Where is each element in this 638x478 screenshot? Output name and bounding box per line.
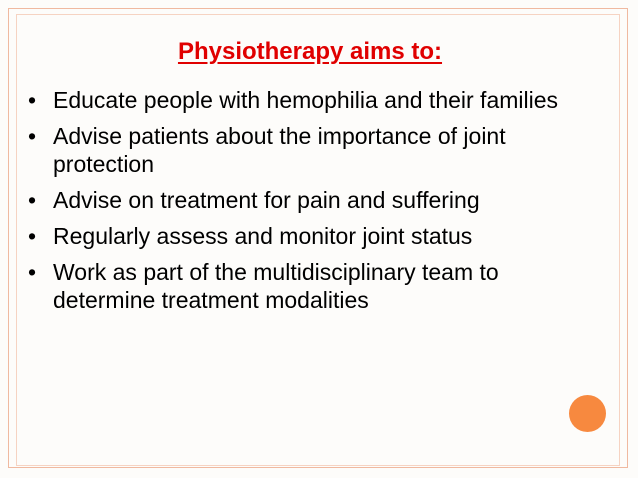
- bullet-icon: •: [28, 223, 37, 249]
- bullet-icon: •: [28, 259, 37, 285]
- bullet-icon: •: [28, 87, 37, 113]
- bullet-text: Work as part of the multidisciplinary team to determine treatment modalities: [53, 259, 499, 313]
- bullet-icon: •: [28, 123, 37, 149]
- bullet-item: [28, 186, 588, 214]
- bullet-item: [28, 122, 588, 178]
- bullet-text: Educate people with hemophilia and their families: [53, 87, 559, 113]
- orange-circle-icon: [569, 395, 606, 432]
- bullet-item: [28, 258, 588, 314]
- bullet-text: Regularly assess and monitor joint status: [53, 223, 473, 249]
- bullet-icon: •: [28, 187, 37, 213]
- bullet-list: [28, 86, 588, 322]
- bullet-text: Advise patients about the importance of joint protection: [53, 123, 506, 177]
- bullet-item: [28, 222, 588, 250]
- bullet-item: [28, 86, 588, 114]
- slide-title: Physiotherapy aims to:: [177, 38, 443, 65]
- bullet-text: Advise on treatment for pain and suffering: [53, 187, 480, 213]
